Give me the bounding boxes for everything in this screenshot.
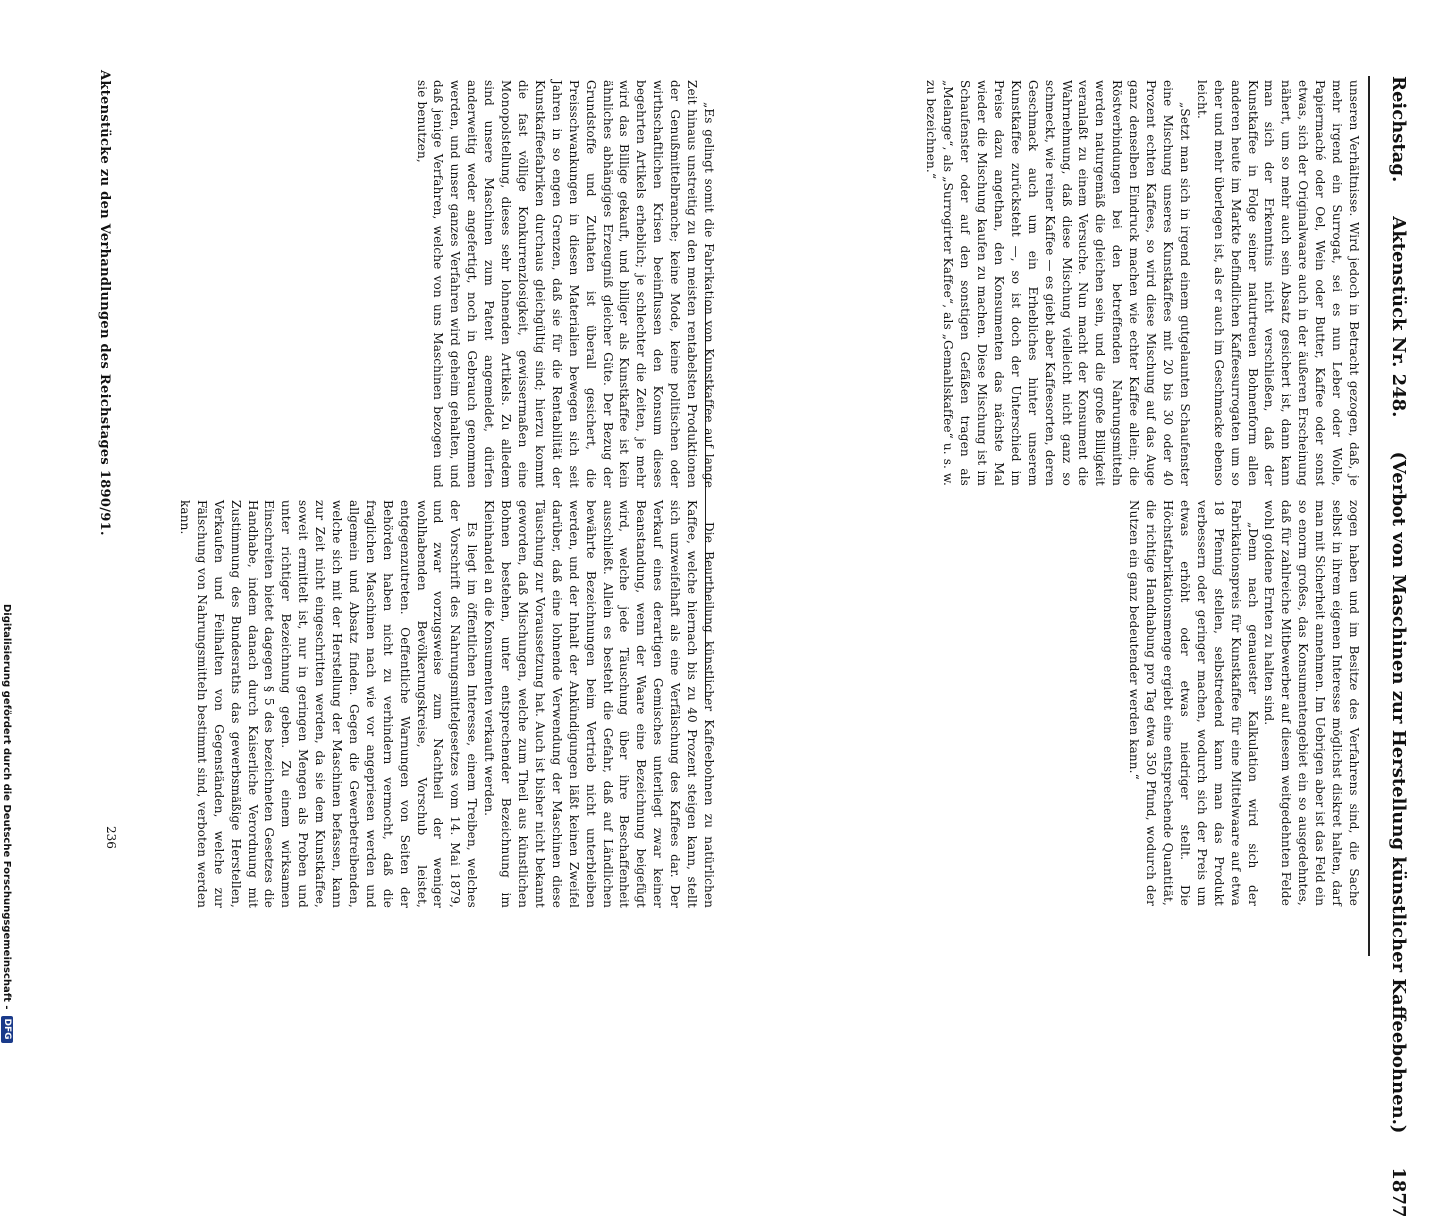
- left-column-upper: [692, 80, 1362, 486]
- right-column-upper: [692, 500, 1362, 906]
- header-subject: (Verbot von Maschinen zur Herstellung künstlicher Kaffeebohnen.): [1388, 451, 1410, 1134]
- footer-title: Aktenstücke zu den Verhandlungen des Reichstages 1890/91.: [97, 70, 112, 536]
- left-column-lower: [383, 80, 717, 488]
- paragraph: zogen haben und im Besitze des Verfahrens sind, die Sache selbst in ihrem eigenen Interesse möglichst diskret halten, darf man mit Sicherheit annehmen. Im Uebrigen aber ist das Feld ein so enorm großes, das Konsumentengebiet ein so ausgedehntes, daß für zahlreiche Mitbewerber auf diesem weitgedehnten Felde wohl goldene Ernten zu halten sind.: [1262, 500, 1361, 906]
- dfg-logo: DFG: [1, 1016, 13, 1043]
- digitization-credit: [0, 604, 16, 1040]
- header-section: Reichstag.: [1388, 76, 1410, 183]
- page-header: [1386, 76, 1412, 1218]
- right-column-lower: [177, 500, 717, 908]
- header-doc-label: Aktenstück Nr. 248.: [1388, 216, 1410, 418]
- header-rule: [1368, 76, 1370, 956]
- paragraph: Die Beurtheilung künstlicher Kaffeebohnen zu natürlichen Kaffee, welche hiernach bis zu 40 Prozent steigen kann, stellt sich unzweifelhaft als eine Verfälschung des Kaffees dar. Der Verkauf eines derartigen Gemisches unterliegt zwar keiner Beanstandung, wenn der Waare eine Bezeichnung beigefügt wird, welche jede Täuschung über ihre Beschaffenheit ausschließt. Allein es besteht die Gefahr, daß auf Ländlichen bewährte Bezeichnungen beim Vertrieb nicht unterbleiben werden, und der Inhalt der Ankündigungen läßt keinen Zweifel darüber, daß eine lohnende Verwendung der Maschinen diese Täuschung zur Voraussetzung hat. Auch ist bisher nicht bekannt geworden, daß Mischungen, welche zum Theil aus künstlichen Bohnen bestehen, unter entsprechender Bezeichnung im Kleinhandel an die Konsumenten verkauft werden.: [482, 500, 716, 908]
- paragraph: „Denn nach genauester Kalkulation wird sich der Fabrikationspreis für Kunstkaffee für eine Mittelwaare auf etwa 18 Pfennig stellen, selbstredend kann man das Produkt verbessern oder geringer machen, wodurch sich der Preis um etwas erhöht oder etwas niedriger stellt. Die Höchstfabrikationsmenge ergiebt eine entsprechende Quantität, die richtige Handhabung pro Tag etwa 350 Pfund, wodurch der Nutzen ein ganz bedeutender werden kann.“: [1127, 500, 1260, 906]
- header-page-number: 1877: [1388, 1167, 1410, 1218]
- paragraph: „Es gelingt somit die Fabrikation von Kunstkaffee auf lange Zeit hinaus unstreitig zu den meisten rentabelsten Produktionen der Genußmittelbranche; keine Mode, keine politischen oder wirthschaftlichen Krisen beeinflussen den Konsum dieses begehrten Artikels erheblich; je schlechter die Zeiten, je mehr wird das Billige gekauft, und billiger als Kunstkaffee ist kein ähnliches abhängiges Erzeugniß gleicher Güte. Der Bezug der Grundstoffe und Zuthaten ist überall gesichert, die Preisschwankungen in diesen Materialien bewegen sich seit Jahren in so engen Grenzen, daß sie für die Rentabilität der Kunstkaffeefabriken durchaus gleichgültig sind; hierzu kommt die fast völlige Konkurrenzlosigkeit, gewissermaßen eine Monopolstellung, dieses sehr lohnenden Artikels. Zu alledem sind unsere Maschinen zum Patent angemeldet, dürfen anderweitig weder angefertigt, noch in Gebrauch genommen werden, und unser ganzes Verfahren wird geheim gehalten, und daß jenige Verfahren, welche von uns Maschinen bezogen und sie benutzen,: [414, 80, 716, 488]
- footer-page-number: 236: [104, 826, 118, 849]
- paragraph: „Setzt man sich in irgend einem gutgelaunten Schaufenster eine Mischung unseres Kunstkaffees mit 20 bis 30 oder 40 Prozent echten Kaffees, so wird diese Mischung auf das Auge ganz denselben Eindruck machen wie echter Kaffee allein; die Röstverbindungen bei den betreffenden Nahrungsmitteln werden naturgemäß die gleichen sein, und die große Billigkeit veranlaßt zu einem Versuche. Nun macht der Konsument die Wahrnehmung, daß diese Mischung vielleicht nicht ganz so schmeckt, wie reiner Kaffee — es giebt aber Kaffeesorten, deren Geschmack auch um ein Erhebliches hinter unserem Kunstkaffee zurücksteht —, so ist doch der Unterschied im Preise dazu angethan, den Konsumenten das nächste Mal wieder die Mischung kaufen zu machen. Diese Mischung ist im Schaufenster oder auf den sonstigen Gefäßen tragen als „Melange“, als „Surrogirter Kaffee“, als „Gemahlskaffee“ u. s. w. zu bezeichnen.“: [924, 80, 1192, 486]
- credit-text: Digitalisierung gefördert durch die Deutsche Forschungsgemeinschaft -: [1, 604, 13, 1010]
- paragraph: unseren Verhältnisse. Wird jedoch in Betracht gezogen, daß, je mehr irgend ein Surrogat, sei es nun Leber oder Wolle, Papiermaché oder Oel, Wein oder Butter, Kaffee oder sonst etwas, sich der Originalwaare auch in der äußeren Erscheinung nähert, um so mehr auch sein Absatz gesichert ist, dann kann man sich der Erkenntnis nicht verschließen, daß der Kunstkaffee in Folge seiner naturtreuen Bohnenform allen anderen heute im Markte befindlichen Kaffeesurrogaten um so eher und mehr überlegen ist, als er auch im Geschmacke ebenso leicht.: [1194, 80, 1361, 486]
- paragraph: Es liegt im öffentlichen Interesse, einem Treiben, welches der Vorschrift des Nahrungsmittelgesetzes vom 14. Mai 1879, und zwar vorzugsweise zum Nachtheil der weniger wohlhabenden Bevölkerungskreise, Vorschub leistet, entgegenzutreten. Oeffentliche Warnungen von Seiten der Behörden haben nicht zu verhindern vermocht, daß die fraglichen Maschinen nach wie vor angepriesen werden und allgemein und Absatz finden. Gegen die Gewerbetreibenden, welche sich mit der Herstellung der Maschinen befassen, kann zur Zeit nicht eingeschritten werden, da sie dem Kunstkaffee, soweit ermittelt ist, nur in geringen Mengen als Proben und unter richtiger Bezeichnung geben. Zu einem wirksamen Einschreiten bietet dagegen § 5 des bezeichneten Gesetzes die Handhabe, indem danach durch Kaiserliche Verordnung mit Zustimmung des Bundesraths das gewerbsmäßige Herstellen, Verkaufen und Feilhalten von Gegenständen, welche zur Fälschung von Nahrungsmitteln bestimmt sind, verboten werden kann.: [177, 500, 480, 908]
